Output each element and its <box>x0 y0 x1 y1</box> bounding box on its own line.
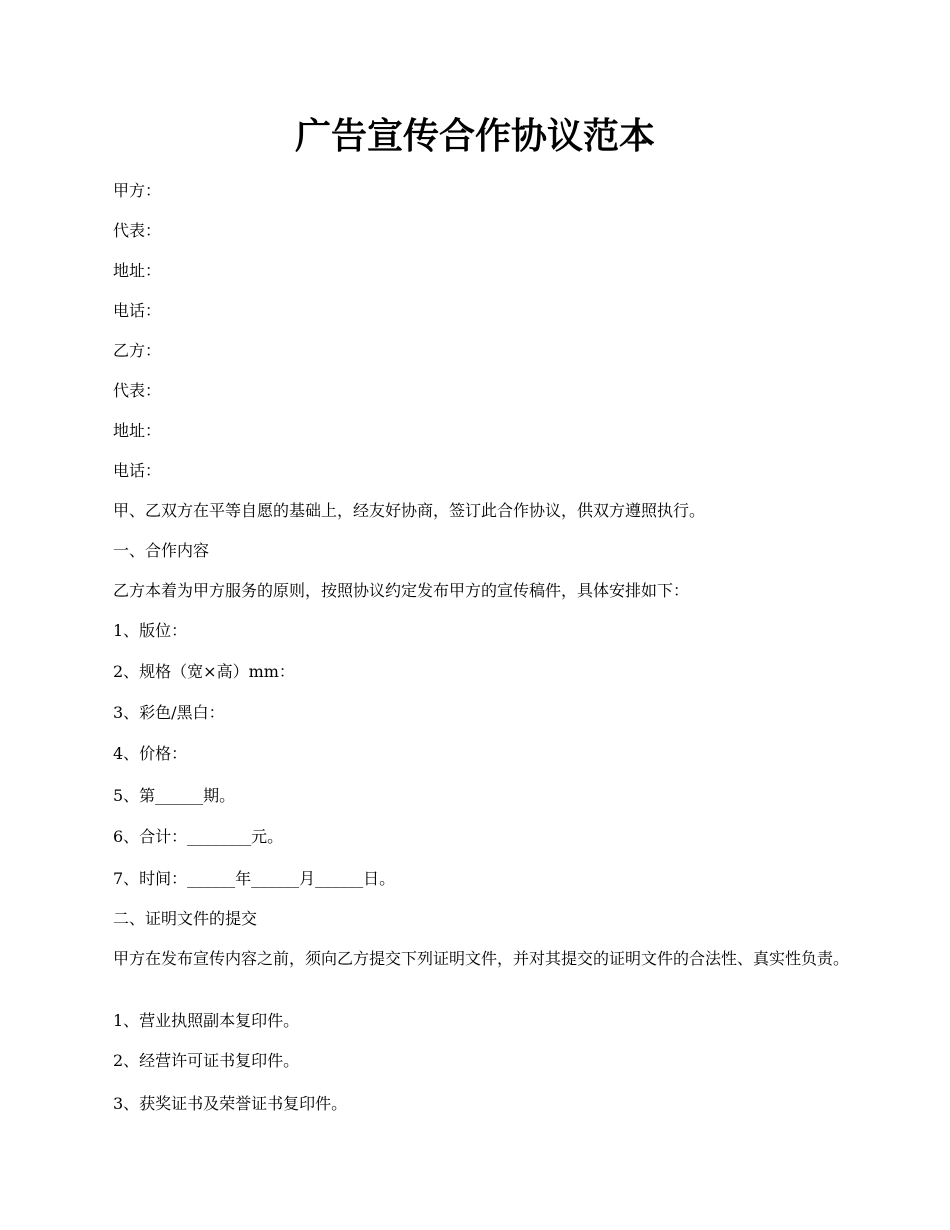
section-heading-cooperation: 一、合作内容 <box>113 541 210 560</box>
document-title: 广告宣传合作协议范本 <box>294 115 655 157</box>
party-b-representative: 代表： <box>113 381 162 400</box>
item-total: 6、合计：________元。 <box>113 827 284 846</box>
party-a-label: 甲方： <box>113 181 162 200</box>
item-date: 7、时间：______年______月______日。 <box>113 869 396 888</box>
item-color: 3、彩色/黑白： <box>113 703 225 722</box>
preamble-paragraph: 甲、乙双方在平等自愿的基础上，经友好协商，签订此合作协议，供双方遵照执行。 <box>113 501 706 520</box>
party-a-phone: 电话： <box>113 301 162 320</box>
party-b-address: 地址： <box>113 421 162 440</box>
documents-paragraph: 甲方在发布宣传内容之前，须向乙方提交下列证明文件，并对其提交的证明文件的合法性、真实性负责。 <box>113 949 850 968</box>
doc-item-award-certificates: 3、获奖证书及荣誉证书复印件。 <box>113 1094 348 1113</box>
item-issue: 5、第______期。 <box>113 786 236 805</box>
party-a-representative: 代表： <box>113 221 162 240</box>
item-layout-position: 1、版位： <box>113 621 188 640</box>
party-a-address: 地址： <box>113 261 162 280</box>
doc-item-business-license: 1、营业执照副本复印件。 <box>113 1011 300 1030</box>
item-size: 2、规格（宽×高）mm： <box>113 662 295 681</box>
doc-item-operating-permit: 2、经营许可证书复印件。 <box>113 1051 300 1070</box>
item-price: 4、价格： <box>113 744 188 763</box>
section-heading-documents: 二、证明文件的提交 <box>113 909 258 928</box>
cooperation-paragraph: 乙方本着为甲方服务的原则，按照协议约定发布甲方的宣传稿件，具体安排如下： <box>113 581 690 600</box>
party-b-phone: 电话： <box>113 461 162 480</box>
party-b-label: 乙方： <box>113 341 162 360</box>
